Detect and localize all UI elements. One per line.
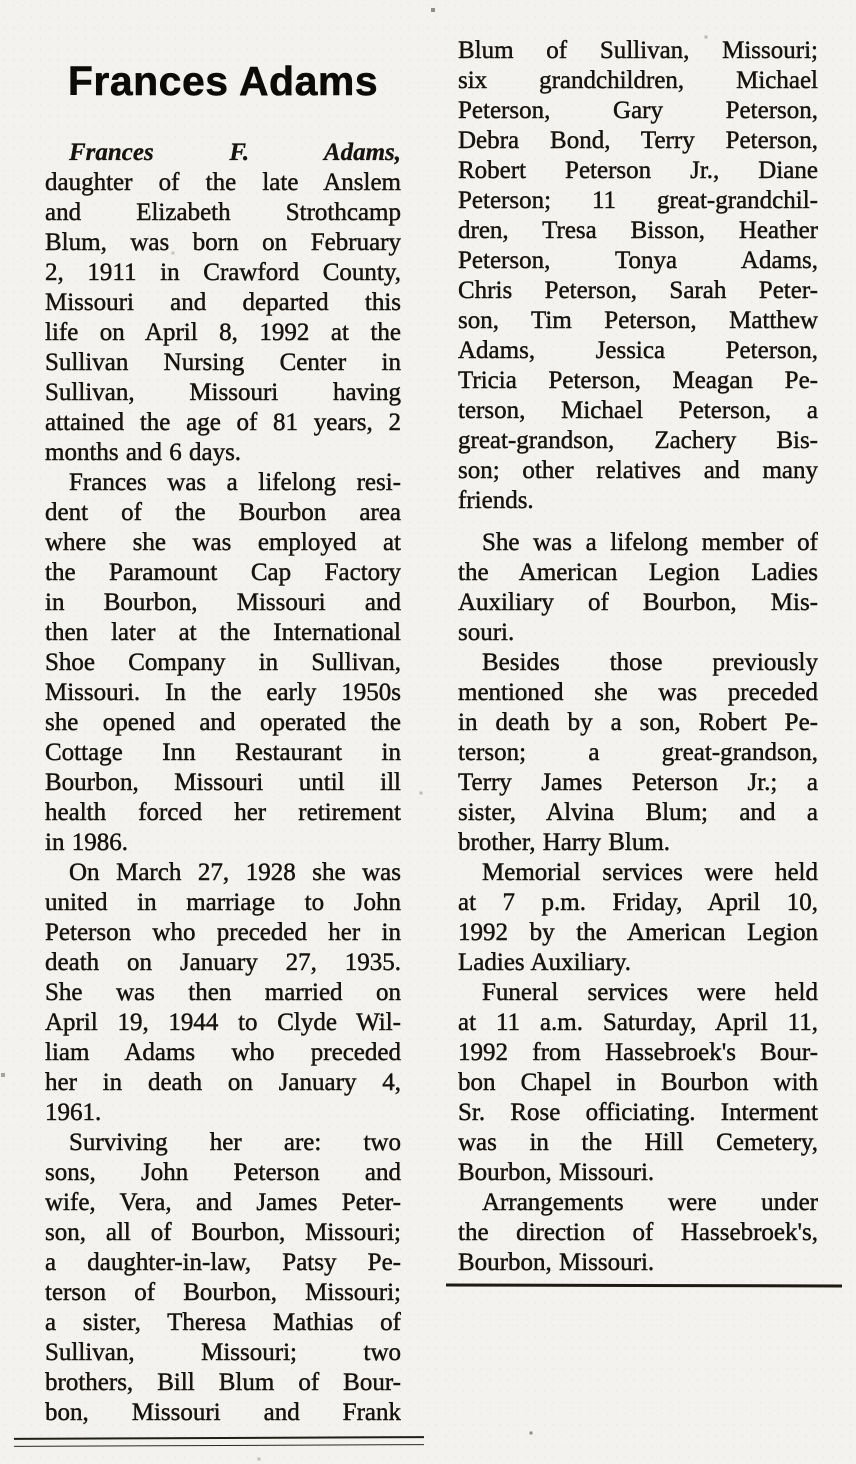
text-line: Blum of Sullivan, Missouri;: [458, 37, 818, 64]
text-line: brothers, Bill Blum of Bour-: [45, 1369, 401, 1396]
text-line: health forced her retirement: [45, 799, 401, 826]
right-column-end-rule: [446, 1283, 842, 1287]
text-line: Arrangements were under: [482, 1189, 818, 1216]
text-line: 1992 by the American Legion: [458, 919, 818, 946]
text-line: at 11 a.m. Saturday, April 11,: [458, 1009, 818, 1036]
paragraph: [458, 648, 818, 858]
text-line: six grandchildren, Michael: [458, 67, 818, 94]
text-line: she opened and operated the: [45, 709, 401, 736]
text-line: death on January 27, 1935.: [45, 949, 401, 976]
text-line: Peterson, Tonya Adams,: [458, 247, 818, 274]
text-line: bon, Missouri and Frank: [45, 1399, 401, 1426]
text-line: a daughter-in-law, Patsy Pe-: [45, 1249, 401, 1276]
right-column: [458, 36, 818, 1278]
text-line: friends.: [458, 487, 534, 514]
text-line: where she was employed at: [45, 529, 401, 556]
text-line: 1961.: [45, 1099, 102, 1126]
text-line: mentioned she was preceded: [458, 679, 818, 706]
text-line: Bourbon, Missouri.: [458, 1249, 655, 1276]
text-line: daughter of the late Anslem: [45, 169, 401, 196]
text-line: Missouri. In the early 1950s: [45, 679, 401, 706]
text-line: Blum, was born on February: [45, 229, 401, 256]
text-line: in 1986.: [45, 829, 128, 856]
text-line: Missouri and departed this: [45, 289, 401, 316]
obituary-headline: Frances Adams: [67, 58, 379, 104]
text-line: liam Adams who preceded: [45, 1039, 401, 1066]
text-line: Besides those previously: [482, 649, 818, 676]
text-line: Funeral services were held: [482, 979, 818, 1006]
text-line: She was a lifelong member of: [482, 529, 818, 556]
text-line: was in the Hill Cemetery,: [458, 1129, 818, 1156]
paragraph: [45, 858, 401, 1128]
text-line: months and 6 days.: [45, 439, 242, 466]
text-line: April 19, 1944 to Clyde Wil-: [45, 1009, 401, 1036]
text-line: Debra Bond, Terry Peterson,: [458, 127, 818, 154]
text-line: Cottage Inn Restaurant in: [45, 739, 401, 766]
paragraph: [458, 36, 818, 516]
text-line: Auxiliary of Bourbon, Mis-: [458, 589, 818, 616]
text-line: her in death on January 4,: [45, 1069, 401, 1096]
scan-speckles: [0, 0, 2, 2]
text-line: Surviving her are: two: [69, 1129, 401, 1156]
text-line: Frances F. Adams,: [69, 139, 401, 166]
text-line: dren, Tresa Bisson, Heather: [458, 217, 818, 244]
text-line: Ladies Auxiliary.: [458, 949, 631, 976]
left-column: [45, 138, 401, 1428]
text-line: son, Tim Peterson, Matthew: [458, 307, 818, 334]
text-line: life on April 8, 1992 at the: [45, 319, 401, 346]
text-line: Peterson; 11 great-grandchil-: [458, 187, 818, 214]
paragraph: [458, 1188, 818, 1278]
text-line: Bourbon, Missouri until ill: [45, 769, 401, 796]
paragraph: [458, 978, 818, 1188]
text-line: Chris Peterson, Sarah Peter-: [458, 277, 818, 304]
text-line: Sullivan Nursing Center in: [45, 349, 401, 376]
text-line: the Paramount Cap Factory: [45, 559, 401, 586]
text-line: Peterson who preceded her in: [45, 919, 401, 946]
text-line: terson; a great-grandson,: [458, 739, 818, 766]
text-line: in Bourbon, Missouri and: [45, 589, 401, 616]
text-line: dent of the Bourbon area: [45, 499, 401, 526]
text-line: brother, Harry Blum.: [458, 829, 671, 856]
text-line: Sr. Rose officiating. Interment: [458, 1099, 818, 1126]
text-line: Shoe Company in Sullivan,: [45, 649, 401, 676]
text-line: Robert Peterson Jr., Diane: [458, 157, 818, 184]
text-line: Adams, Jessica Peterson,: [458, 337, 818, 364]
text-line: 1992 from Hassebroek's Bour-: [458, 1039, 818, 1066]
text-line: Frances was a lifelong resi-: [69, 469, 401, 496]
text-line: at 7 p.m. Friday, April 10,: [458, 889, 818, 916]
text-line: wife, Vera, and James Peter-: [45, 1189, 401, 1216]
text-line: She was then married on: [45, 979, 401, 1006]
text-line: united in marriage to John: [45, 889, 401, 916]
text-line: Sullivan, Missouri; two: [45, 1339, 401, 1366]
text-line: bon Chapel in Bourbon with: [458, 1069, 818, 1096]
text-line: in death by a son, Robert Pe-: [458, 709, 818, 736]
text-line: Peterson, Gary Peterson,: [458, 97, 818, 124]
text-line: 2, 1911 in Crawford County,: [45, 259, 401, 286]
text-line: the direction of Hassebroek's,: [458, 1219, 818, 1246]
text-line: a sister, Theresa Mathias of: [45, 1309, 401, 1336]
text-line: On March 27, 1928 she was: [69, 859, 401, 886]
text-line: terson, Michael Peterson, a: [458, 397, 818, 424]
text-line: sons, John Peterson and: [45, 1159, 401, 1186]
paragraph: [45, 1128, 401, 1428]
text-line: terson of Bourbon, Missouri;: [45, 1279, 401, 1306]
text-line: Memorial services were held: [482, 859, 818, 886]
text-line: then later at the International: [45, 619, 401, 646]
text-line: son, all of Bourbon, Missouri;: [45, 1219, 401, 1246]
text-line: the American Legion Ladies: [458, 559, 818, 586]
text-line: sister, Alvina Blum; and a: [458, 799, 818, 826]
paragraph: [45, 138, 401, 468]
text-line: attained the age of 81 years, 2: [45, 409, 401, 436]
text-line: and Elizabeth Strothcamp: [45, 199, 401, 226]
text-line: son; other relatives and many: [458, 457, 818, 484]
text-line: souri.: [458, 619, 515, 646]
text-line: Sullivan, Missouri having: [45, 379, 401, 406]
text-line: Terry James Peterson Jr.; a: [458, 769, 818, 796]
text-line: great-grandson, Zachery Bis-: [458, 427, 818, 454]
paragraph: [458, 858, 818, 978]
left-column-end-rule: [14, 1436, 424, 1447]
paragraph: [458, 528, 818, 648]
paragraph: [45, 468, 401, 858]
text-line: Bourbon, Missouri.: [458, 1159, 655, 1186]
text-line: Tricia Peterson, Meagan Pe-: [458, 367, 818, 394]
